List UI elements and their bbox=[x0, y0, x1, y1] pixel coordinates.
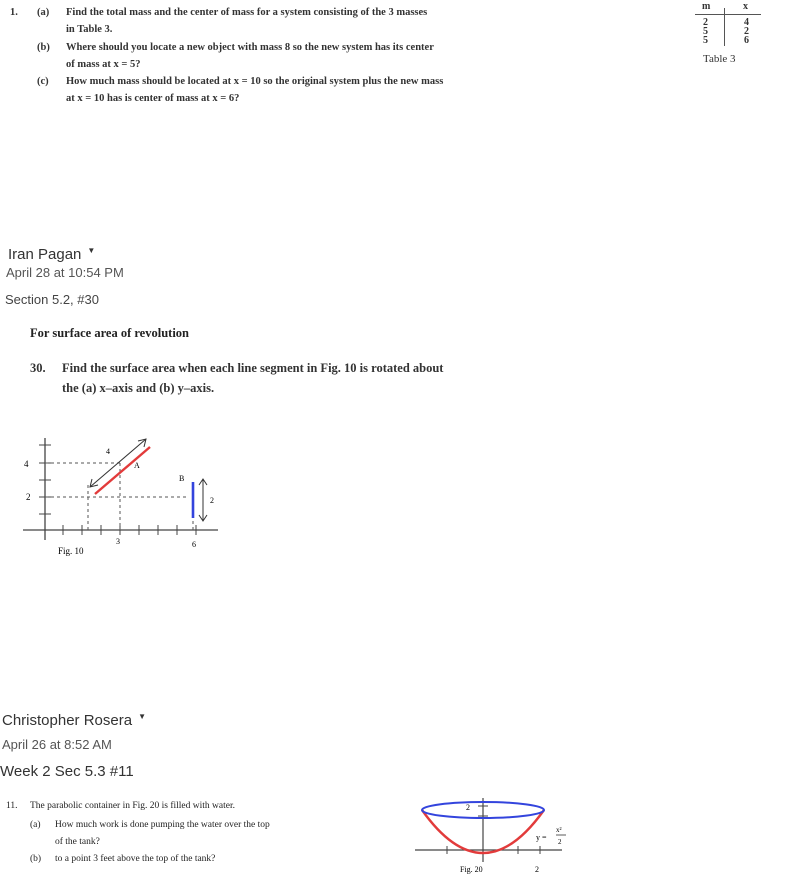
y-tick-label: 2 bbox=[26, 492, 31, 502]
problem-1a-line2: in Table 3. bbox=[66, 24, 113, 35]
post-author[interactable] bbox=[2, 712, 146, 729]
table-cell: 2 bbox=[744, 26, 749, 37]
problem-1-number: 1. bbox=[10, 7, 18, 18]
table-cell: 4 bbox=[744, 17, 749, 28]
post-christopher-rosera bbox=[0, 708, 801, 885]
figure-caption: Fig. 20 bbox=[460, 865, 483, 874]
problem-1a-label: (a) bbox=[37, 7, 50, 18]
equation-denominator: 2 bbox=[558, 838, 562, 846]
table-caption: Table 3 bbox=[703, 53, 736, 65]
segment-a-label: A bbox=[134, 461, 140, 470]
problem-11a-line2: of the tank? bbox=[55, 837, 100, 847]
problem-1b-line1: Where should you locate a new object with mass 8 so the new system has its center bbox=[66, 42, 434, 53]
table-cell: 6 bbox=[744, 35, 749, 46]
problem-line1: Find the surface area when each line segment in Fig. 10 is rotated about bbox=[62, 361, 444, 375]
figure-20 bbox=[410, 796, 580, 882]
equation-numerator: x² bbox=[556, 826, 562, 834]
post-iran-pagan bbox=[0, 240, 801, 570]
post-author-name[interactable]: Christopher Rosera bbox=[2, 712, 133, 729]
table-header-rule bbox=[695, 14, 761, 15]
post-author[interactable] bbox=[8, 246, 95, 263]
dimension-label-b: 2 bbox=[210, 496, 214, 505]
problem-11b-label: (b) bbox=[30, 854, 42, 864]
y-tick-label: 4 bbox=[24, 459, 29, 469]
table-header-m: m bbox=[702, 1, 711, 12]
x-tick-label: 3 bbox=[116, 537, 120, 546]
problem-1 bbox=[0, 0, 801, 110]
post-author-name[interactable]: Iran Pagan bbox=[8, 246, 82, 263]
problem-11a-line1: How much work is done pumping the water over the top bbox=[55, 820, 270, 830]
problem-1a-line1: Find the total mass and the center of mass for a system consisting of the 3 masses bbox=[66, 7, 428, 18]
problem-1c-line1: How much mass should be located at x = 10 so the original system plus the new mass bbox=[66, 76, 444, 87]
problem-11b-line1: to a point 3 feet above the top of the tank? bbox=[55, 854, 216, 864]
chevron-down-icon[interactable]: ▼ bbox=[87, 246, 96, 255]
problem-line1: The parabolic container in Fig. 20 is filled with water. bbox=[30, 801, 235, 811]
post-date: April 28 at 10:54 PM bbox=[6, 265, 124, 280]
dimension-label-a: 4 bbox=[106, 447, 110, 456]
problem-1b-line2: of mass at x = 5? bbox=[66, 59, 141, 70]
figure-10 bbox=[18, 430, 228, 570]
chevron-down-icon[interactable]: ▼ bbox=[138, 712, 146, 721]
problem-number: 11. bbox=[6, 801, 18, 811]
problem-1c-line2: at x = 10 has is center of mass at x = 6? bbox=[66, 93, 240, 104]
post-title: Week 2 Sec 5.3 #11 bbox=[0, 763, 134, 780]
post-date: April 26 at 8:52 AM bbox=[2, 737, 112, 752]
problem-1b-label: (b) bbox=[37, 42, 50, 53]
problem-line2: the (a) x–axis and (b) y–axis. bbox=[62, 381, 215, 395]
table-header-x: x bbox=[743, 1, 748, 12]
table-cell: 2 bbox=[703, 17, 708, 28]
problem-1c-label: (c) bbox=[37, 76, 49, 87]
segment-b-label: B bbox=[179, 474, 185, 483]
x-tick-label: 6 bbox=[192, 540, 196, 549]
problem-number: 30. bbox=[30, 361, 46, 375]
post-title: Section 5.2, #30 bbox=[5, 292, 99, 307]
y-tick-label: 2 bbox=[466, 803, 470, 812]
problem-11a-label: (a) bbox=[30, 820, 41, 830]
table-column-rule bbox=[724, 8, 725, 46]
table-cell: 5 bbox=[703, 26, 708, 37]
segment-a bbox=[95, 447, 150, 494]
table-cell: 5 bbox=[703, 35, 708, 46]
x-tick-label: 2 bbox=[535, 865, 539, 874]
figure-caption: Fig. 10 bbox=[58, 546, 84, 556]
section-heading: For surface area of revolution bbox=[30, 326, 189, 340]
equation-lhs: y = bbox=[536, 833, 547, 842]
